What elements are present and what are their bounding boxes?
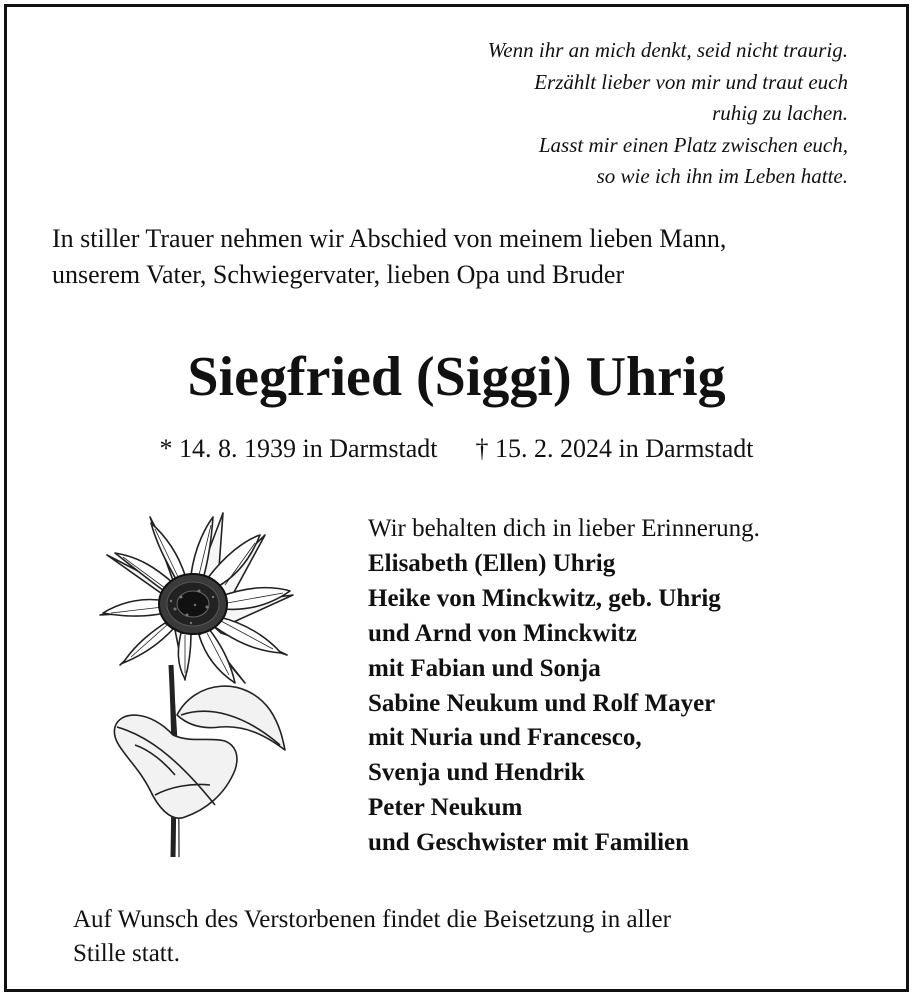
family-member: Sabine Neukum und Rolf Mayer xyxy=(368,689,716,717)
poem-line: so wie ich ihn im Leben hatte. xyxy=(596,164,848,188)
poem-line: Lasst mir einen Platz zwischen euch, xyxy=(538,132,848,157)
intro-line: In stiller Trauer nehmen wir Abschied von meinem lieben Mann, xyxy=(52,224,727,253)
death-date: † 15. 2. 2024 in Darmstadt xyxy=(475,434,754,463)
closing-line: Stille statt. xyxy=(73,940,180,967)
family-member: und Geschwister mit Familien xyxy=(368,829,690,857)
poem xyxy=(488,35,848,193)
family-member: mit Fabian und Sonja xyxy=(368,654,601,682)
obituary-notice xyxy=(4,4,909,992)
remembrance-line: Wir behalten dich in lieber Erinnerung. xyxy=(368,515,760,542)
family-member: Svenja und Hendrik xyxy=(368,759,585,787)
intro-line: unserem Vater, Schwiegervater, lieben Opa und Bruder xyxy=(52,260,625,289)
poem-line: ruhig zu lachen. xyxy=(712,101,848,125)
closing-line: Auf Wunsch des Verstorbenen findet die Beisetzung in aller xyxy=(73,906,671,933)
family-member: mit Nuria und Francesco, xyxy=(368,724,642,752)
intro-text xyxy=(52,221,726,293)
family-list xyxy=(368,512,760,861)
life-dates xyxy=(7,431,906,467)
family-member: und Arnd von Minckwitz xyxy=(368,619,637,647)
poem-line: Erzählt lieber von mir und traut euch xyxy=(534,69,848,94)
closing-text xyxy=(73,903,671,971)
birth-date: * 14. 8. 1939 in Darmstadt xyxy=(159,434,438,463)
family-member: Heike von Minckwitz, geb. Uhrig xyxy=(368,584,721,612)
poem-line: Wenn ihr an mich denkt, seid nicht traurig. xyxy=(487,38,848,62)
family-member: Elisabeth (Ellen) Uhrig xyxy=(368,549,616,577)
family-member: Peter Neukum xyxy=(368,794,523,822)
sunflower-icon xyxy=(95,505,300,857)
deceased-name: Siegfried (Siggi) Uhrig xyxy=(187,346,726,408)
